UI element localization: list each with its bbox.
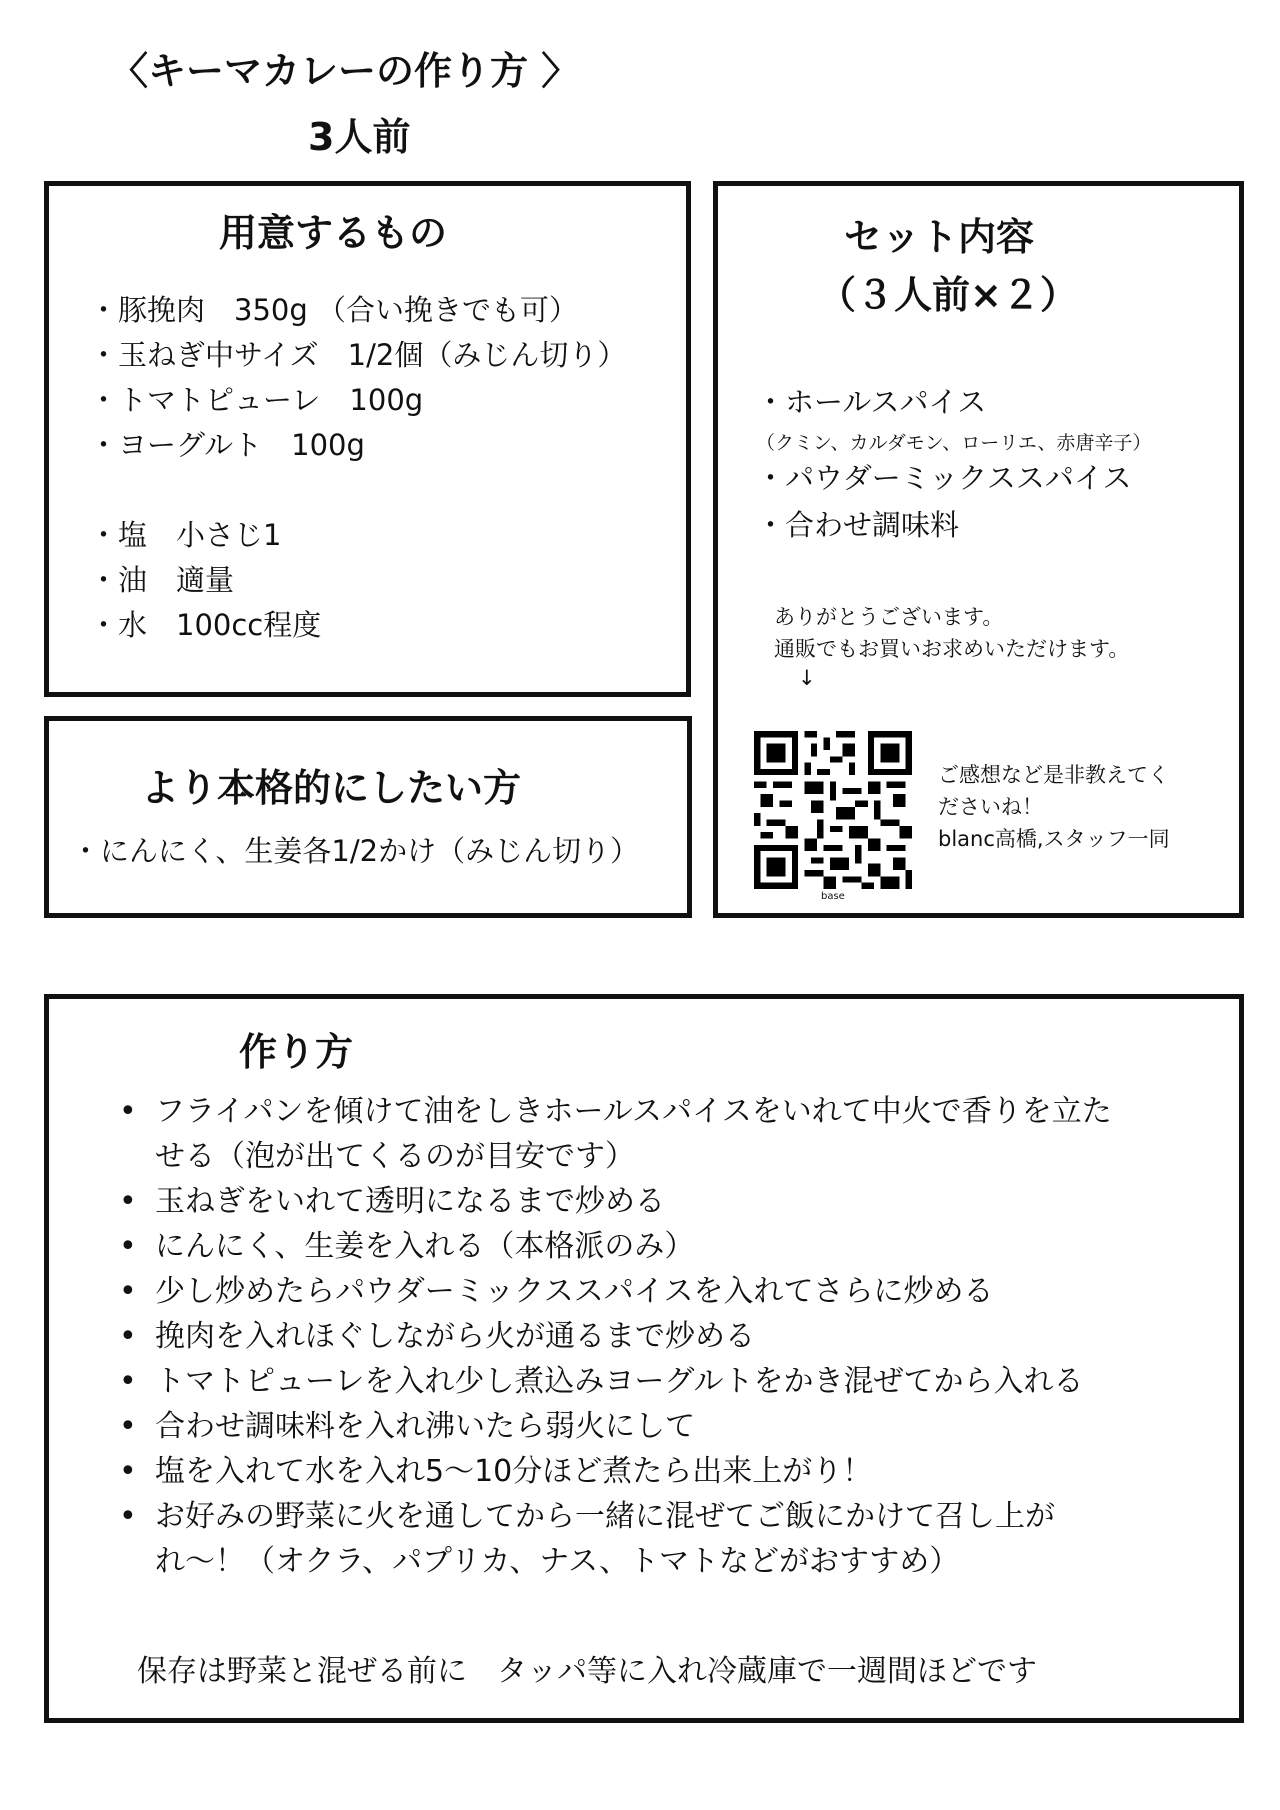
method-box (44, 994, 1244, 1723)
set-item: ・合わせ調味料 (756, 508, 960, 542)
online-note: 通販でもお買いお求めいただけます。 (774, 637, 1130, 661)
method-step-text: • フライパンを傾けて油をしきホールスパイスをいれて中火で香りを立た (155, 1094, 1112, 1129)
storage-note: 保存は野菜と混ぜる前に タッパ等に入れ冷蔵庫で一週間ほどです (137, 1654, 1037, 1689)
method-step (119, 1224, 1112, 1269)
method-step (119, 1314, 1112, 1359)
message-line: ご感想など是非教えてく (938, 763, 1169, 787)
advanced-item: ・にんにく、生姜各1/2かけ（みじん切り） (71, 834, 640, 868)
method-steps (119, 1089, 1112, 1584)
prepare-box (44, 181, 691, 697)
down-arrow: ↓ (798, 666, 816, 690)
method-step (119, 1404, 1112, 1449)
method-step (119, 1494, 1112, 1584)
page-title: 〈キーマカレーの作り方 〉 (110, 49, 580, 93)
set-item-detail: （クミン、カルダモン、ローリエ、赤唐辛子） (756, 432, 1152, 454)
qr-code-icon[interactable] (754, 731, 912, 889)
message-signature: blanc高橋,スタッフ一同 (938, 827, 1170, 851)
method-step-text: • お好みの野菜に火を通してから一緒に混ぜてご飯にかけて召し上が (155, 1499, 1055, 1534)
prepare-item: ・油 適量 (89, 563, 235, 597)
set-item: ・ホールスパイス (756, 385, 987, 419)
prepare-item: ・水 100cc程度 (89, 608, 322, 642)
method-step-text: • 少し炒めたらパウダーミックススパイスを入れてさらに炒める (155, 1274, 994, 1309)
thanks-note: ありがとうございます。 (774, 605, 1004, 629)
method-step (119, 1359, 1112, 1404)
method-step-text: • にんにく、生姜を入れる（本格派のみ） (155, 1229, 695, 1264)
method-step-text: • トマトピューレを入れ少し煮込みヨーグルトをかき混ぜてから入れる (155, 1364, 1084, 1399)
prepare-item: ・玉ねぎ中サイズ 1/2個（みじん切り） (89, 338, 627, 372)
set-item: ・パウダーミックススパイス (756, 461, 1132, 495)
prepare-item: ・ヨーグルト 100g (89, 428, 365, 462)
method-step-text: れ〜！（オクラ、パプリカ、ナス、トマトなどがおすすめ） (155, 1544, 960, 1579)
advanced-box (44, 716, 692, 918)
method-step-text: • 塩を入れて水を入れ5〜10分ほど煮たら出来上がり！ (155, 1454, 873, 1489)
method-step (119, 1269, 1112, 1314)
method-title: 作り方 (239, 1030, 354, 1074)
method-step-text: • 玉ねぎをいれて透明になるまで炒める (155, 1184, 665, 1219)
message-line: ださいね！ (938, 795, 1043, 819)
method-step-text: • 挽肉を入れほぐしながら火が通るまで炒める (155, 1319, 755, 1354)
set-title: セット内容 (844, 215, 1035, 259)
prepare-item: ・トマトピューレ 100g (89, 383, 424, 417)
servings-label: 3人前 (308, 115, 411, 159)
method-step (119, 1179, 1112, 1224)
set-subtitle: （３人前×２） (818, 273, 1078, 317)
qr-caption: base (821, 891, 845, 902)
advanced-title: より本格的にしたい方 (141, 766, 522, 810)
prepare-item: ・豚挽肉 350g （合い挽きでも可） (89, 293, 578, 327)
set-contents-box (713, 181, 1244, 918)
prepare-title: 用意するもの (219, 211, 448, 255)
method-step-text: せる（泡が出てくるのが目安です） (155, 1139, 635, 1174)
method-step-text: • 合わせ調味料を入れ沸いたら弱火にして (155, 1409, 695, 1444)
prepare-item: ・塩 小さじ1 (89, 518, 282, 552)
method-step (119, 1449, 1112, 1494)
method-step (119, 1089, 1112, 1179)
